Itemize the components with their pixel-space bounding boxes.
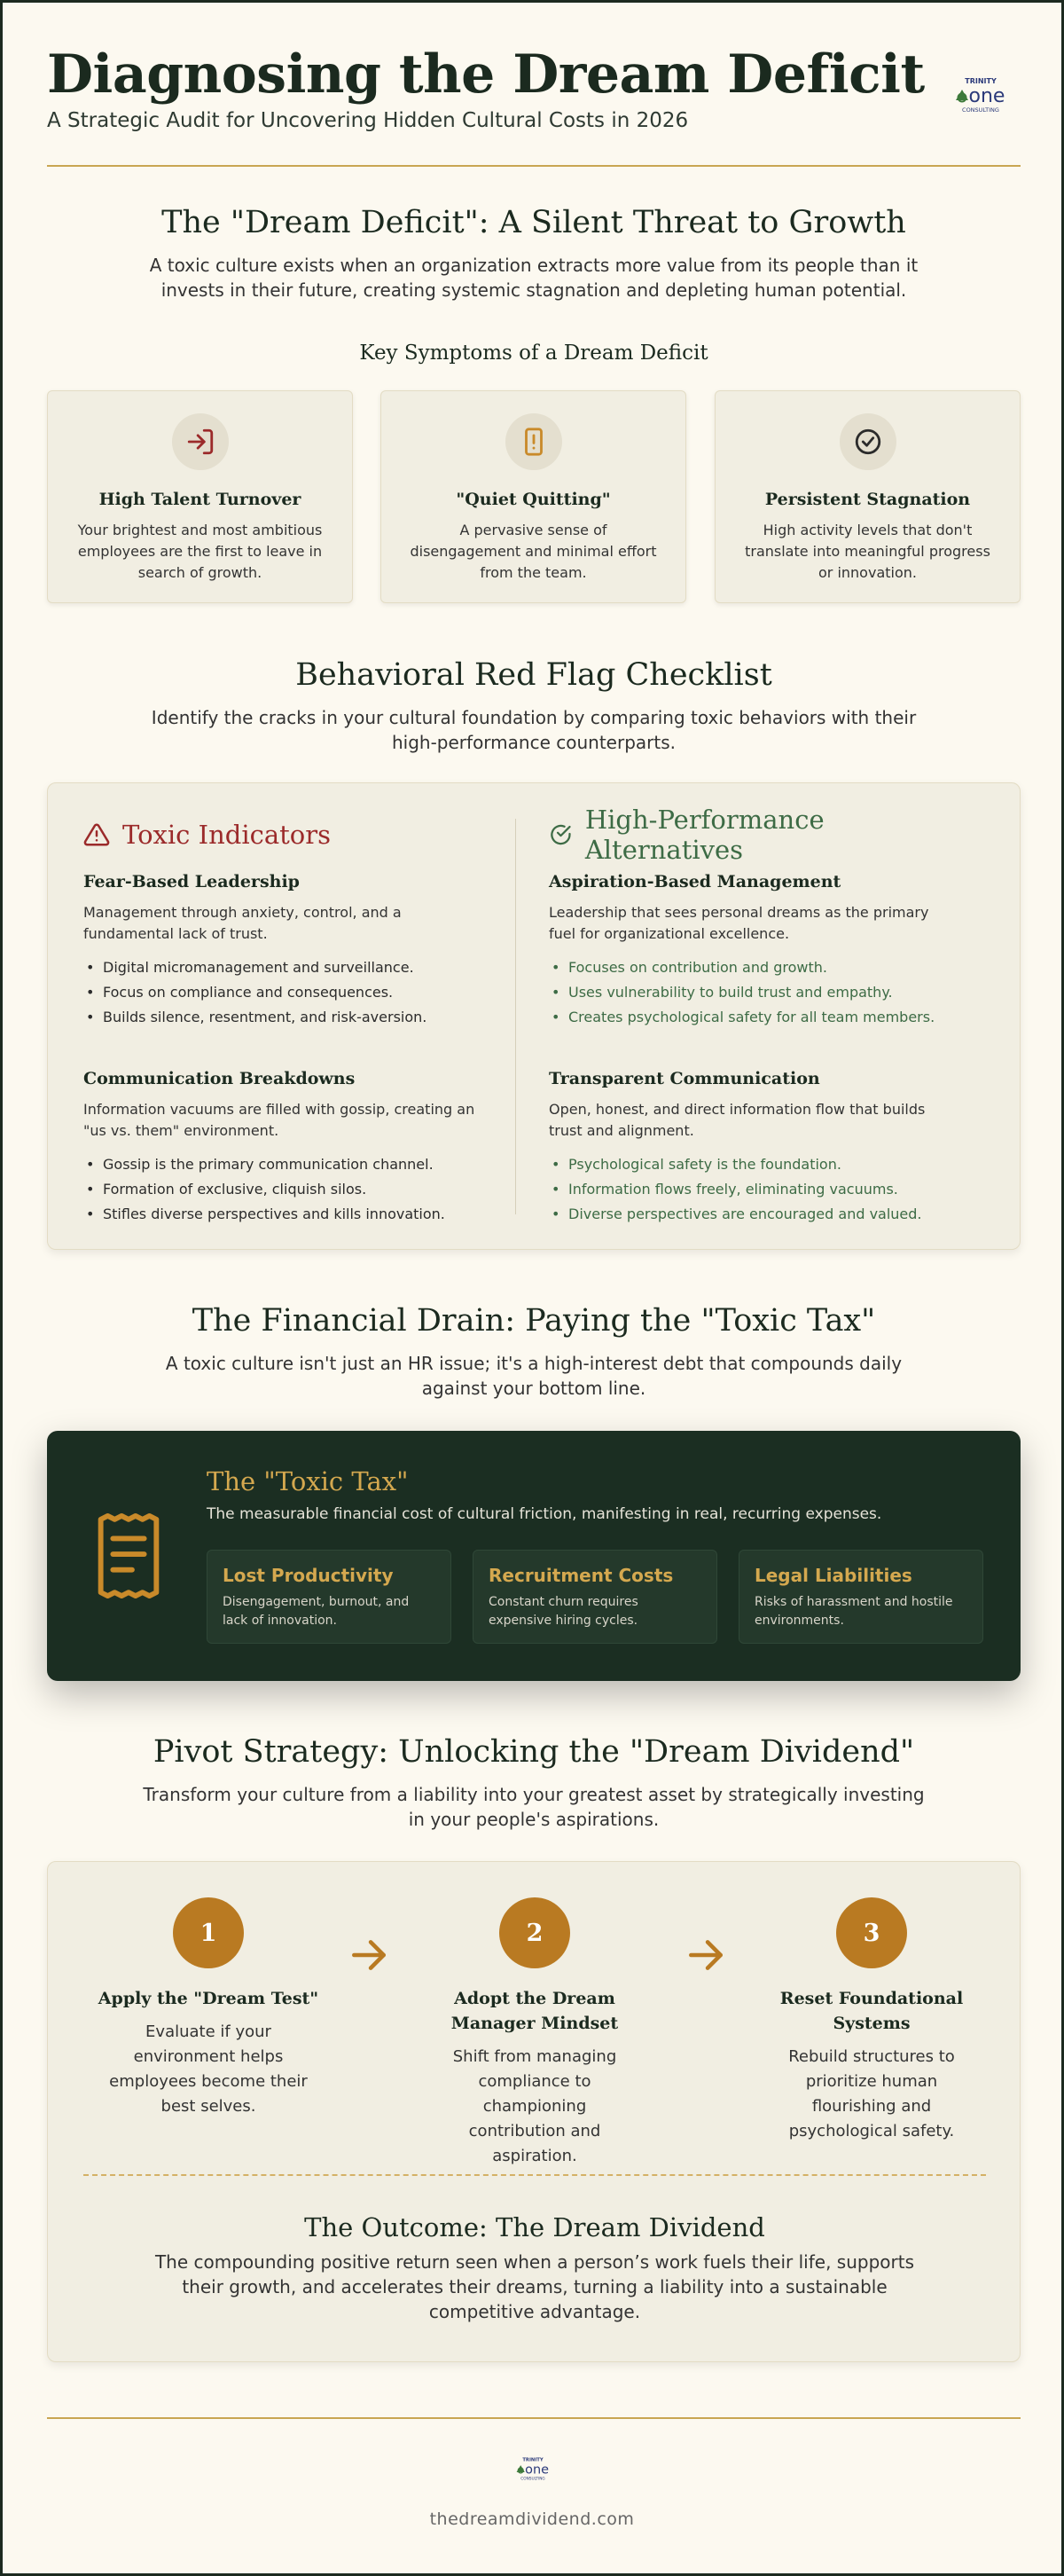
block-text: Leadership that sees personal dreams as the primary fuel for organizational excellence.	[549, 904, 929, 942]
arrow-right-icon	[684, 1933, 728, 1977]
cost-card-title: Lost Productivity	[223, 1565, 394, 1586]
symptom-card-turnover	[47, 390, 353, 603]
list-item: • Focus on compliance and consequences.	[83, 980, 482, 1005]
page-title: Diagnosing the Dream Deficit	[47, 43, 925, 106]
list-item: • Psychological safety is the foundation.	[549, 1152, 948, 1177]
cost-card-legal	[739, 1550, 983, 1644]
block-title: Transparent Communication	[549, 1069, 820, 1088]
block-title: Aspiration-Based Management	[549, 872, 841, 891]
footer-divider	[47, 2417, 1021, 2419]
pivot-description: Transform your culture from a liability into your greatest asset by strategically investing in your people's aspirations.	[143, 1784, 925, 1830]
svg-text:one: one	[525, 2462, 550, 2478]
step-2	[424, 1897, 645, 2169]
financial-title: The Financial Drain: Paying the "Toxic Tax"	[192, 1303, 876, 1339]
bullet-list	[83, 955, 482, 1030]
toxic-tax-description: The measurable financial cost of cultural friction, manifesting in real, recurring expenses.	[207, 1505, 882, 1523]
list-item: • Formation of exclusive, cliquish silos.	[83, 1177, 482, 1202]
healthy-column	[549, 805, 948, 1227]
block-title: Communication Breakdowns	[83, 1069, 356, 1088]
list-item: • Uses vulnerability to build trust and empathy.	[549, 980, 948, 1005]
header	[47, 40, 1021, 167]
page	[3, 3, 1061, 2573]
list-item: • Focuses on contribution and growth.	[549, 955, 948, 980]
list-item: • Builds silence, resentment, and risk-aversion.	[83, 1005, 482, 1030]
svg-text:TRINITY: TRINITY	[965, 77, 997, 85]
cost-card-text: Risks of harassment and hostile environments.	[755, 1595, 953, 1628]
toxic-tax-title: The "Toxic Tax"	[207, 1466, 409, 1496]
toxic-tax-panel	[47, 1431, 1021, 1681]
intro-title: The "Dream Deficit": A Silent Threat to Growth	[161, 205, 906, 240]
symptom-text: A pervasive sense of disengagement and minimal effort from the team.	[410, 522, 657, 581]
dashed-divider	[83, 2174, 986, 2176]
step-3	[761, 1897, 982, 2144]
cost-card-productivity	[207, 1550, 451, 1644]
block-title: Fear-Based Leadership	[83, 872, 300, 891]
column-divider	[515, 819, 516, 1214]
list-item: • Creates psychological safety for all team members.	[549, 1005, 948, 1030]
list-item: • Gossip is the primary communication channel.	[83, 1152, 482, 1177]
pivot-panel	[47, 1861, 1021, 2362]
list-item: • Stifles diverse perspectives and kills innovation.	[83, 1202, 482, 1227]
financial-description: A toxic culture isn't just an HR issue; it's a high-interest debt that compounds daily against your bottom line.	[165, 1353, 903, 1399]
receipt-icon	[93, 1512, 164, 1599]
trinity-one-logo	[950, 75, 1012, 120]
symptom-title: Persistent Stagnation	[764, 490, 971, 509]
check-circle-icon	[840, 413, 896, 470]
cost-card-title: Legal Liabilities	[755, 1565, 912, 1586]
toxic-column	[83, 817, 482, 1227]
svg-text:TRINITY: TRINITY	[522, 2457, 544, 2463]
cost-card-text: Disengagement, burnout, and lack of innovation.	[223, 1595, 410, 1628]
healthy-heading	[549, 805, 948, 865]
step-text: Shift from managing compliance to championing contribution and aspiration.	[452, 2047, 617, 2165]
trinity-one-logo	[512, 2455, 553, 2486]
check-circle-icon	[549, 821, 573, 848]
block-text: Management through anxiety, control, and a fundamental lack of trust.	[83, 904, 402, 942]
symptom-card-quiet-quitting	[380, 390, 686, 603]
cost-card-recruitment	[473, 1550, 717, 1644]
toxic-heading-label: Toxic Indicators	[122, 820, 332, 850]
arrow-right-icon	[347, 1933, 391, 1977]
block-text: Open, honest, and direct information flow that builds trust and alignment.	[549, 1101, 926, 1139]
block-text: Information vacuums are filled with gossip, creating an "us vs. them" environment.	[83, 1101, 475, 1139]
step-title: Apply the "Dream Test"	[98, 1989, 319, 2008]
step-title: Reset Foundational Systems	[779, 1989, 964, 2033]
checklist-panel	[47, 782, 1021, 1250]
exit-icon	[172, 413, 229, 470]
intro-description: A toxic culture exists when an organization extracts more value from its people than it invests in their future, creating systemic stagnation and depleting human potential.	[149, 255, 919, 301]
warning-icon	[83, 821, 110, 848]
step-number-badge: 2	[499, 1897, 570, 1968]
page-subtitle: A Strategic Audit for Uncovering Hidden Cultural Costs in 2026	[47, 109, 689, 132]
bullet-list	[549, 1152, 948, 1227]
cost-card-text: Constant churn requires expensive hiring cycles.	[489, 1595, 638, 1628]
list-item: • Digital micromanagement and surveillance.	[83, 955, 482, 980]
step-1	[98, 1897, 319, 2119]
step-title: Adopt the Dream Manager Mindset	[450, 1989, 619, 2033]
footer-url-link[interactable]: thedreamdividend.com	[429, 2509, 635, 2529]
outcome-text: The compounding positive return seen when a person’s work fuels their life, supports their growth, and accelerates their dreams, turning a liability into a sustainable competitive advantage.	[154, 2251, 915, 2322]
healthy-heading-label: High-Performance Alternatives	[584, 805, 825, 865]
checklist-description: Identify the cracks in your cultural foundation by comparing toxic behaviors with their high-performance counterparts.	[151, 707, 917, 753]
bullet-list	[83, 1152, 482, 1227]
list-item: • Diverse perspectives are encouraged and valued.	[549, 1202, 948, 1227]
symptom-title: "Quiet Quitting"	[456, 490, 611, 509]
step-text: Rebuild structures to prioritize human flourishing and psychological safety.	[788, 2047, 955, 2140]
step-number-badge: 3	[836, 1897, 907, 1968]
cost-card-title: Recruitment Costs	[489, 1565, 674, 1586]
toxic-heading	[83, 817, 482, 852]
checklist-title: Behavioral Red Flag Checklist	[295, 657, 772, 693]
step-text: Evaluate if your environment helps employees become their best selves.	[109, 2022, 308, 2116]
symptom-title: High Talent Turnover	[98, 490, 301, 509]
symptom-text: High activity levels that don't translate into meaningful progress or innovation.	[745, 522, 990, 581]
bullet-list	[549, 955, 948, 1030]
step-number-badge: 1	[173, 1897, 244, 1968]
pivot-title: Pivot Strategy: Unlocking the "Dream Dividend"	[153, 1734, 915, 1770]
symptom-card-stagnation	[715, 390, 1021, 603]
symptom-text: Your brightest and most ambitious employees are the first to leave in search of growth.	[77, 522, 323, 581]
outcome-title: The Outcome: The Dream Dividend	[304, 2212, 765, 2242]
svg-text:CONSULTING: CONSULTING	[962, 106, 999, 114]
svg-text:one: one	[968, 85, 1005, 107]
symptoms-label: Key Symptoms of a Dream Deficit	[359, 342, 708, 365]
alert-icon	[505, 413, 562, 470]
list-item: • Information flows freely, eliminating vacuums.	[549, 1177, 948, 1202]
svg-text:CONSULTING: CONSULTING	[520, 2477, 545, 2482]
